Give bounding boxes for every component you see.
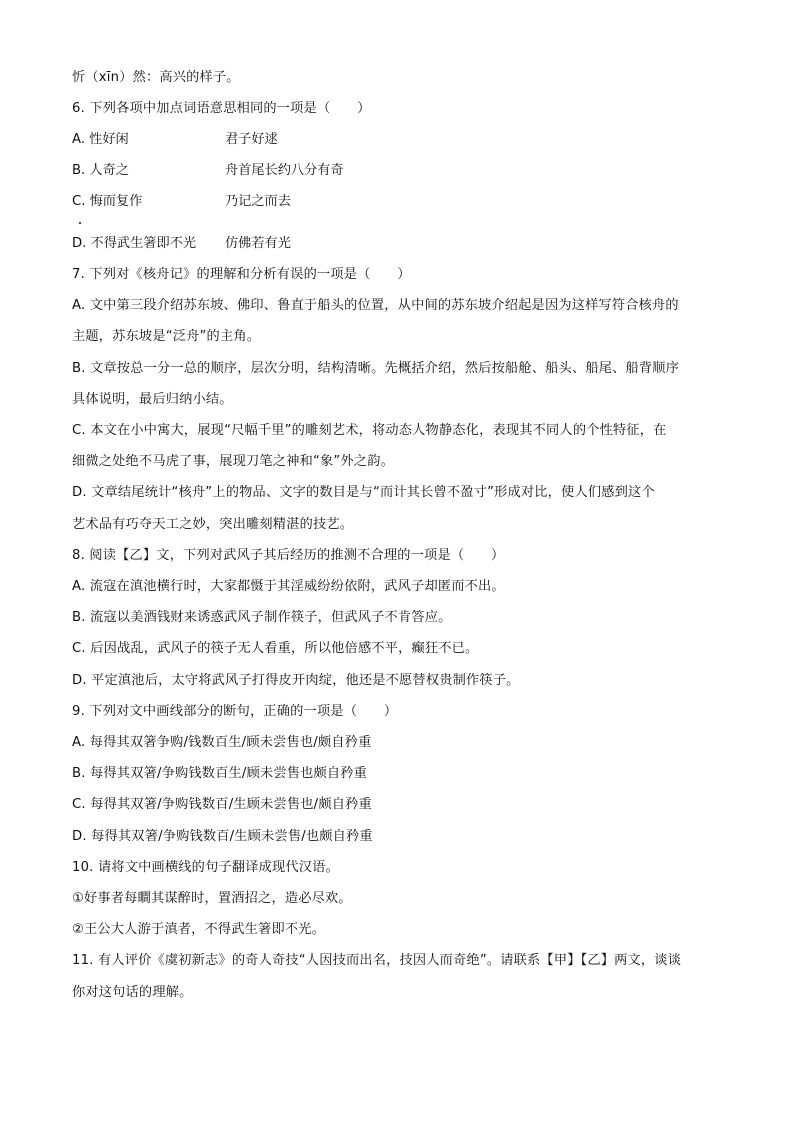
intro-note: 忻（xīn）然：高兴的样子。 (72, 70, 240, 85)
q8-stem: 8. 阅读【乙】文，下列对武风子其后经历的推测不合理的一项是（ ） (72, 548, 505, 563)
q7-line: C. 本文在小中寓大，展现“尺幅千里”的雕刻艺术，将动态人物静态化，表现其不同人的个性特征，在 (72, 423, 667, 438)
q8-option: C. 后因战乱，武风子的筷子无人看重，所以他倍感不平，癫狂不已。 (72, 641, 479, 656)
q7-line: B. 文章按总一分一总的顺序，层次分明，结构清晰。先概括介绍，然后按船舱、船头、船尾、船背顺序 (72, 361, 680, 376)
q10-item: ②王公大人游于滇者，不得武生箸即不光。 (72, 922, 325, 937)
q7-line: 主题，苏东坡是“泛舟”的主角。 (72, 329, 261, 344)
q10-item: ①好事者每瞷其谋醉时，置酒招之，造必尽欢。 (72, 891, 352, 906)
q7-stem: 7. 下列对《核舟记》的理解和分析有误的一项是（ ） (72, 267, 411, 282)
q6-option-c-left: C. 悔而复作 (72, 194, 143, 209)
q10-stem: 10. 请将文中画横线的句子翻译成现代汉语。 (72, 860, 339, 875)
q11-line: 11. 有人评价《虞初新志》的奇人奇技“人因技而出名，技因人而奇绝”。请联系【甲】【乙】两文，谈谈 (72, 953, 682, 968)
q9-stem: 9. 下列对文中画线部分的断句，正确的一项是（ ） (72, 704, 398, 719)
q7-line: 艺术品有巧夺天工之妙，突出雕刻精湛的技艺。 (72, 517, 354, 532)
q6-option-b-right: 舟首尾长约八分有奇 (225, 163, 344, 178)
q9-option: C. 每得其双箸/争购钱数百/生顾未尝售也/颇自矜重 (72, 797, 372, 812)
q7-line: A. 文中第三段介绍苏东坡、佛印、鲁直于船头的位置，从中间的苏东坡介绍起是因为这样写符合核舟的 (72, 298, 679, 313)
q6-option-d-left: D. 不得武生箸即不光 (72, 236, 197, 251)
q8-option: A. 流寇在滇池横行时，大家都慑于其淫威纷纷依附，武风子却匿而不出。 (72, 579, 505, 594)
q9-option: B. 每得其双箸/争购钱数百生/顾未尝售也颇自矜重 (72, 766, 368, 781)
q7-line: 细微之处绝不马虎了事，展现刀笔之神和“象”外之韵。 (72, 454, 394, 469)
q8-option: D. 平定滇池后，太守将武风子打得皮开肉绽，他还是不愿替权贵制作筷子。 (72, 673, 520, 688)
q6-option-b-left: B. 人奇之 (72, 163, 129, 178)
q6-option-a-right: 君子好逑 (225, 132, 278, 147)
q7-line: 具体说明，最后归纳小结。 (72, 392, 233, 407)
emphasis-dot-mark (79, 222, 81, 224)
q6-option-d-right: 仿佛若有光 (225, 236, 291, 251)
q6-option-a-left: A. 性好闲 (72, 132, 129, 147)
q7-line: D. 文章结尾统计“核舟”上的物品、文字的数目是与“而计其长曾不盈寸”形成对比，使人们感到这个 (72, 485, 655, 500)
q8-option: B. 流寇以美酒钱财来诱惑武风子制作筷子，但武风子不肯答应。 (72, 610, 452, 625)
q9-option: A. 每得其双箸争购/钱数百生/顾未尝售也/颇自矜重 (72, 735, 372, 750)
q9-option: D. 每得其双箸/争购钱数百/生顾未尝售/也颇自矜重 (72, 829, 373, 844)
q6-option-c-right: 乃记之而去 (225, 194, 291, 209)
q6-stem: 6. 下列各项中加点词语意思相同的一项是（ ） (72, 101, 371, 116)
q11-line: 你对这句话的理解。 (72, 985, 193, 1000)
